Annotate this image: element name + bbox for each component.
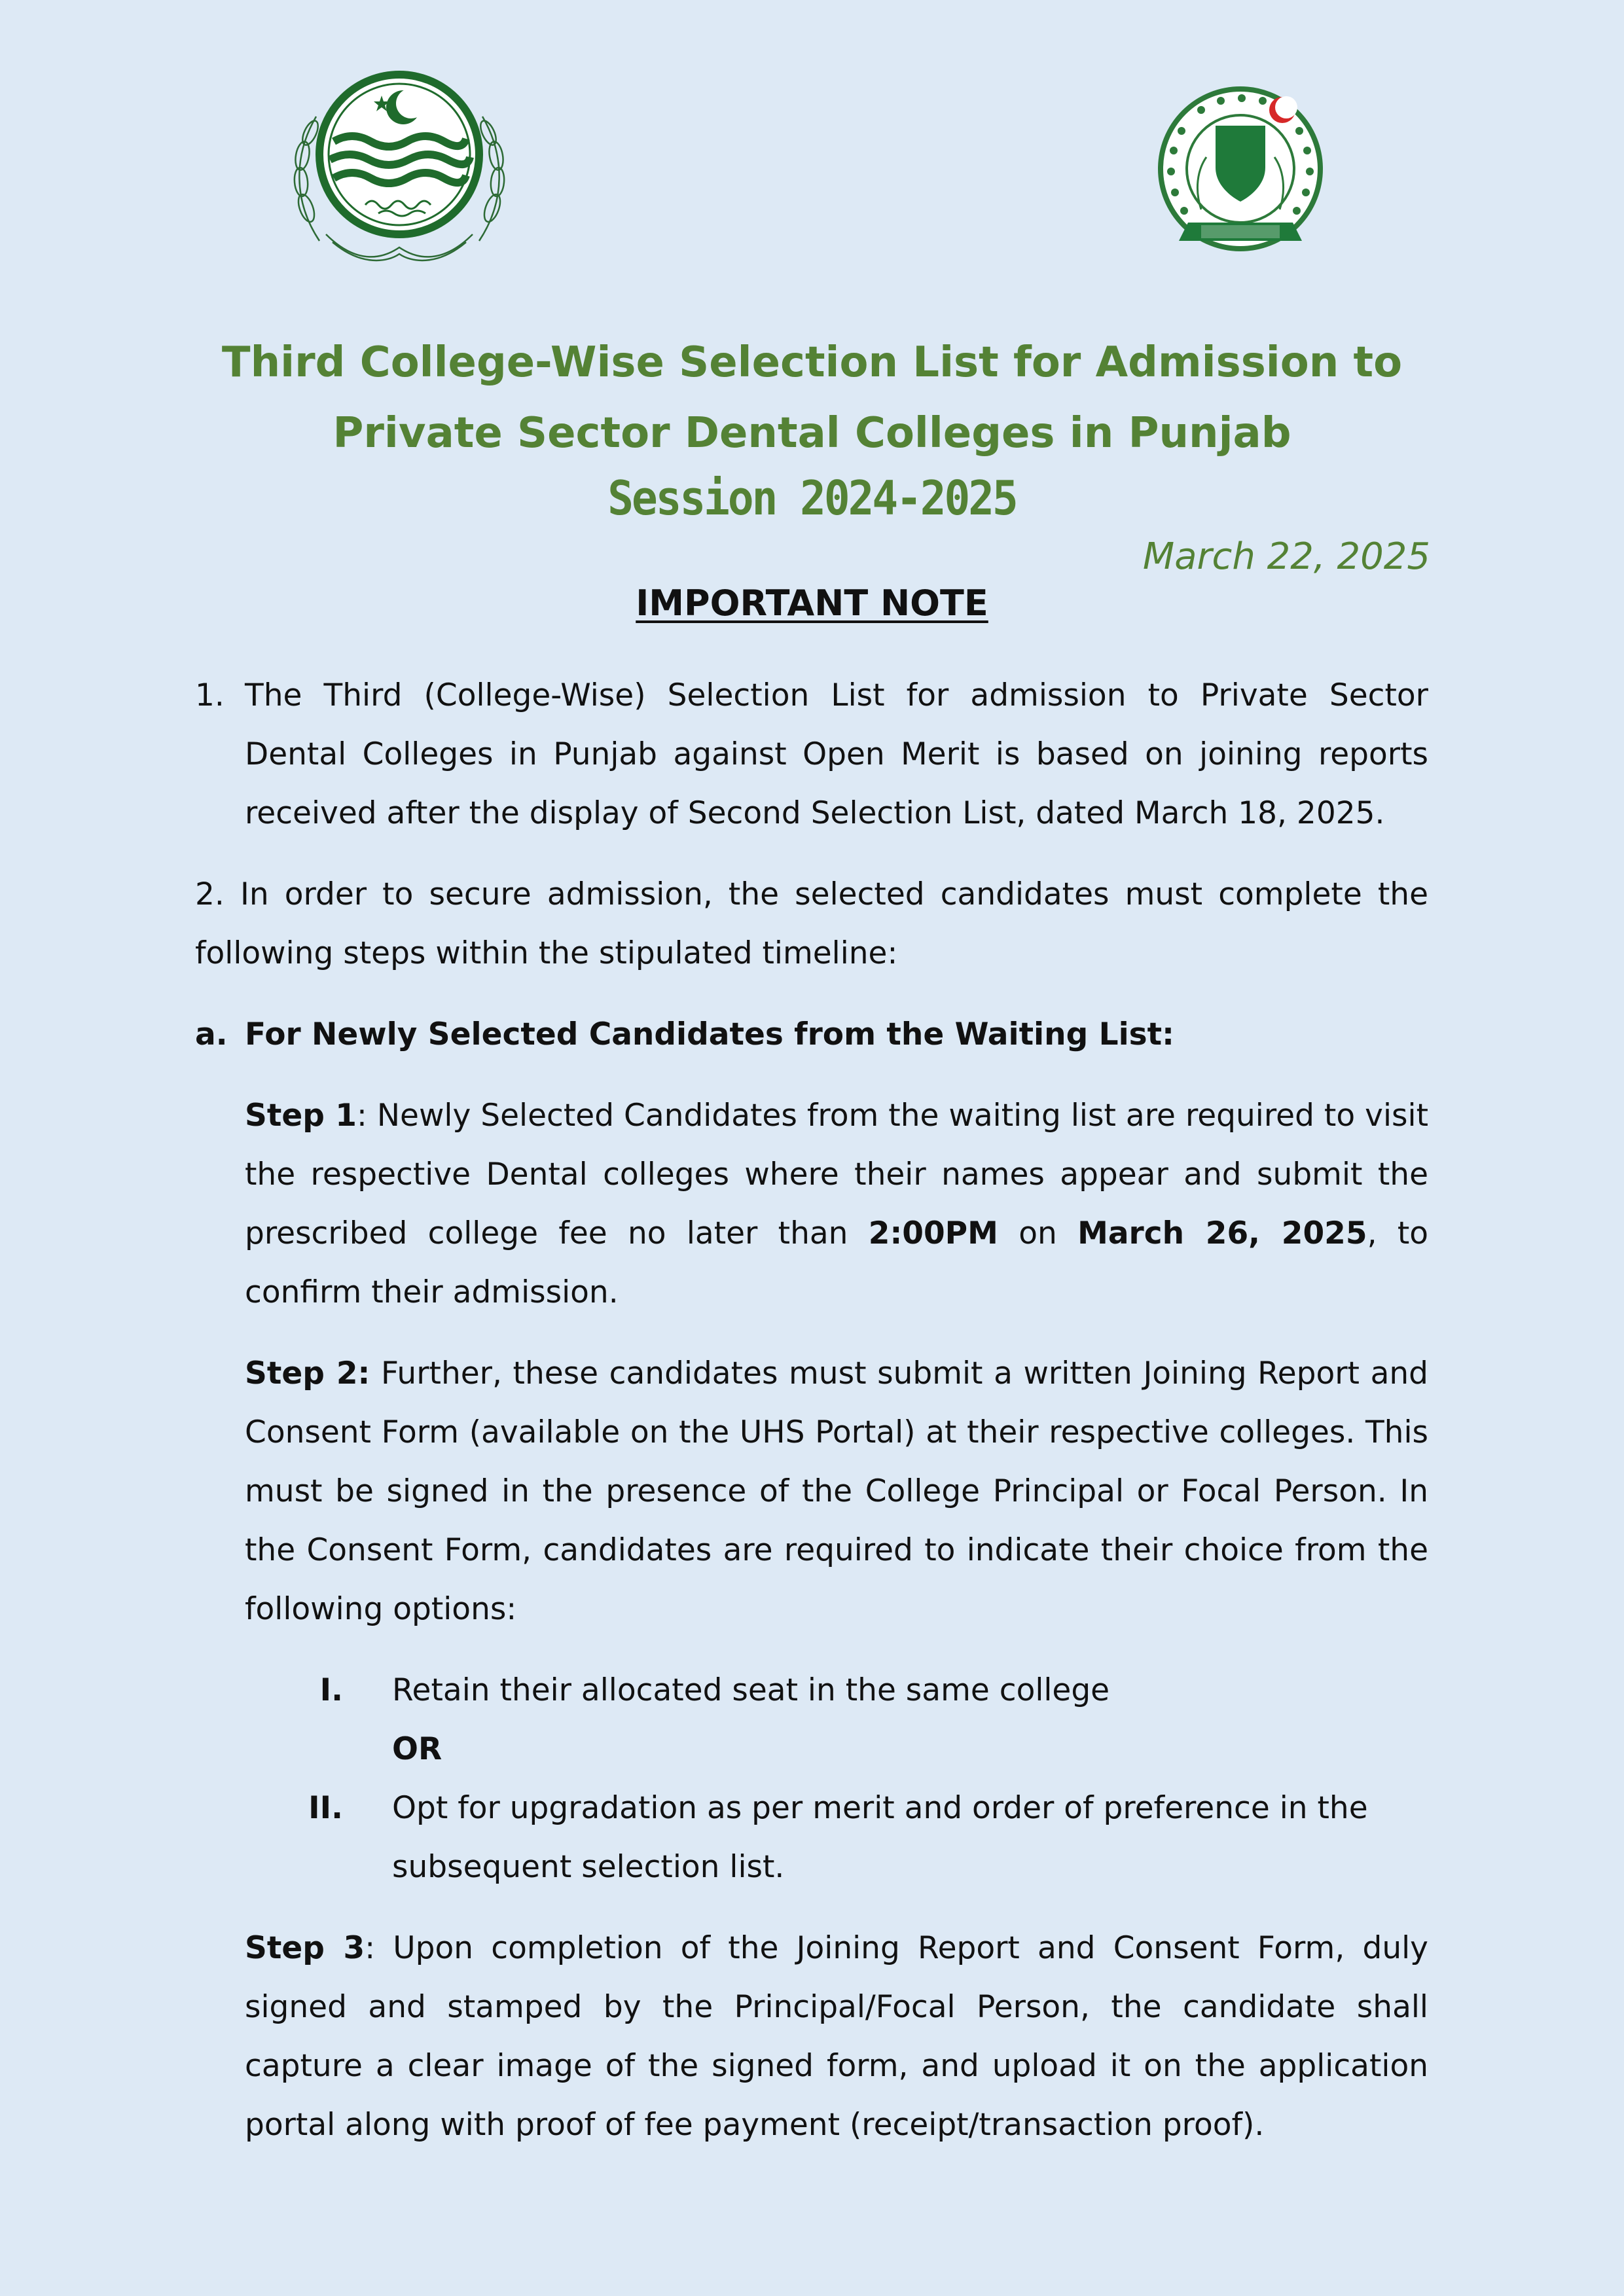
- consent-options: [245, 1661, 1428, 1897]
- option-1-text: Retain their allocated seat in the same college: [392, 1672, 1110, 1708]
- title-line-1: Third College-Wise Selection List for Admission to: [221, 338, 1403, 387]
- step-3-label: Step 3: [245, 1930, 365, 1966]
- step-1-on: on: [998, 1215, 1078, 1251]
- session-line: Session 2024-2025: [607, 471, 1017, 526]
- step-1-label: Step 1: [245, 1098, 357, 1134]
- step-3-text: : Upon completion of the Joining Report and Consent Form, duly signed and stamped by the Principal/Focal Person, the candidate shall capture a clear image of the signed form, and upload it on the application portal along with proof of fee payment (receipt/transaction proof).: [245, 1930, 1429, 2143]
- title-block: [0, 327, 1624, 529]
- or-separator: OR: [392, 1731, 442, 1767]
- step-1-text-a: : Newly Selected Candidates from the waiting list are required to visit the respective Dental colleges where their names appear and submit the prescribed college fee no later than: [245, 1098, 1428, 1251]
- document-date: March 22, 2025: [1142, 535, 1430, 578]
- section-a-letter: a.: [195, 1016, 228, 1052]
- step-2-label: Step 2:: [245, 1355, 370, 1391]
- section-a-heading: [195, 1005, 1428, 1064]
- step-1-time: 2:00PM: [868, 1215, 998, 1251]
- important-note-heading: IMPORTANT NOTE: [636, 583, 988, 624]
- uhs-logo: [1142, 85, 1339, 262]
- option-1-number: I.: [319, 1672, 343, 1708]
- option-1: [245, 1661, 1428, 1720]
- step-1: [245, 1086, 1428, 1322]
- note-point-1-text: The Third (College-Wise) Selection List for admission to Private Sector Dental Colleges in Punjab against Open Merit is based on joining reports received after the display of Second Selection List, dated March 18, 2025.: [245, 677, 1428, 831]
- step-1-date: March 26, 2025: [1077, 1215, 1367, 1251]
- step-3: [245, 1919, 1428, 2155]
- step-2-text: Further, these candidates must submit a written Joining Report and Consent Form (available on the UHS Portal) at their respective colleges. This must be signed in the presence of the College Principal or Focal Person. In the Consent Form, candidates are required to indicate their choice from the following options:: [245, 1355, 1428, 1627]
- note-point-2: 2. In order to secure admission, the selected candidates must complete the following steps within the stipulated timeline:: [195, 876, 1428, 971]
- section-a-title: For Newly Selected Candidates from the Waiting List:: [245, 1016, 1174, 1052]
- step-2: [245, 1344, 1428, 1639]
- note-content: [195, 666, 1428, 2177]
- title-line-2: Private Sector Dental Colleges in Punjab: [333, 409, 1291, 457]
- option-2-number: II.: [308, 1790, 343, 1826]
- option-2-text: Opt for upgradation as per merit and order of preference in the subsequent selection list.: [392, 1790, 1368, 1885]
- punjab-government-logo: [280, 71, 518, 267]
- option-2: [245, 1779, 1428, 1897]
- step-1-text-b: , to confirm their admission.: [245, 1215, 1429, 1310]
- note-point-1-number: 1.: [195, 677, 225, 713]
- note-point-1: [195, 666, 1428, 843]
